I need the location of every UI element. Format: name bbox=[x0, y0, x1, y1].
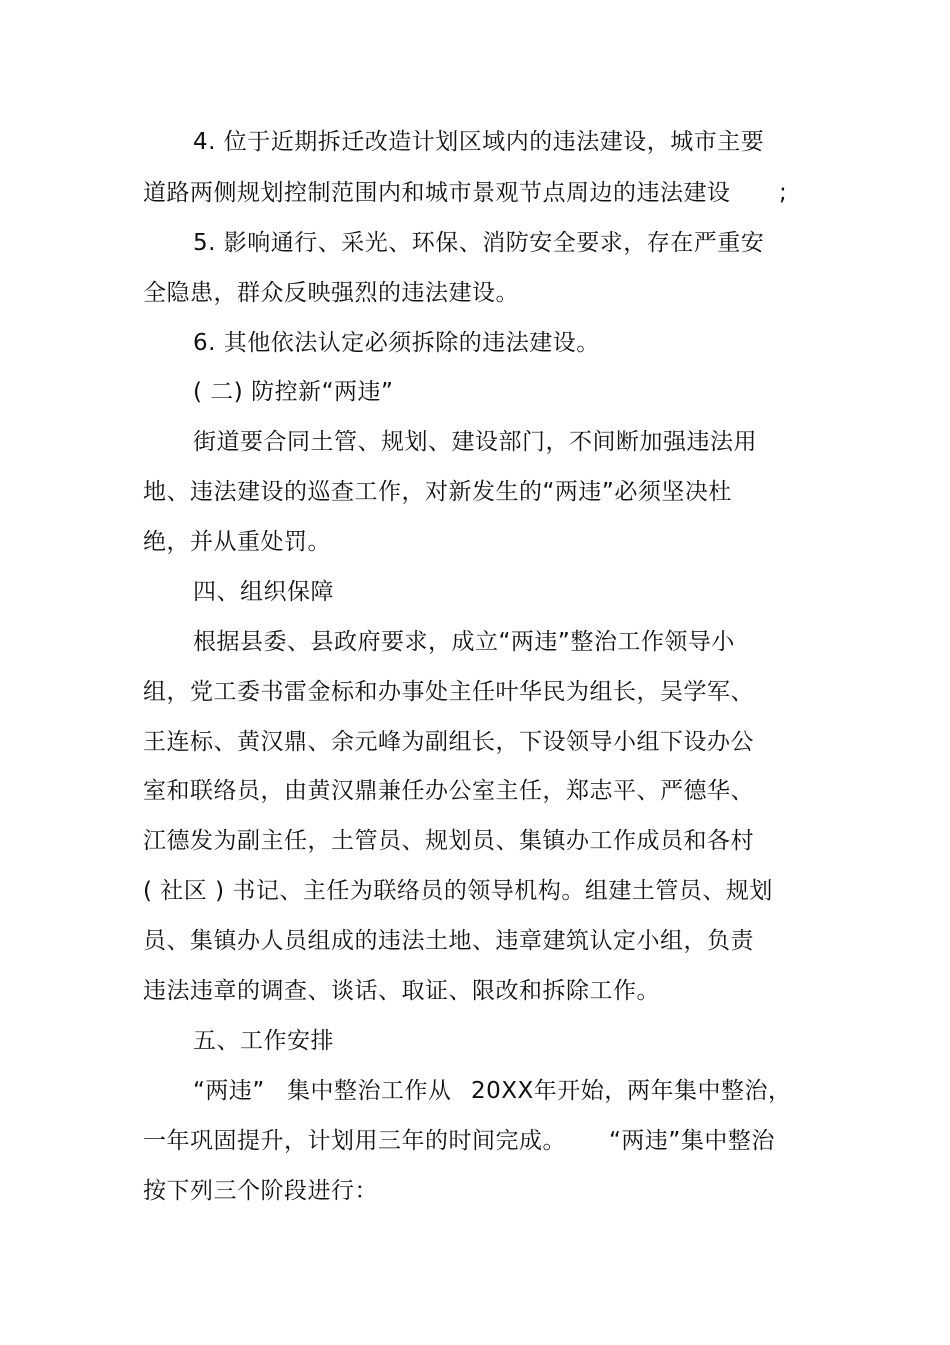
text-fragment: 20XX年开始， bbox=[471, 1078, 628, 1104]
text-line: 王连标、黄汉鼎、余元峰为副组长，下设领导小组下设办公 bbox=[143, 729, 754, 755]
text-line: 按下列三个阶段进行： bbox=[143, 1178, 378, 1204]
text-line: 道路两侧规划控制范围内和城市景观节点周边的违法建设 bbox=[143, 180, 731, 206]
section-heading: ( 二) 防控新“两违” bbox=[193, 379, 394, 405]
text-line: 根据县委、县政府要求，成立“两违”整治工作领导小 bbox=[193, 629, 735, 655]
text-line: 室和联络员，由黄汉鼎兼任办公室主任，郑志平、严德华、 bbox=[143, 778, 754, 804]
text-line: ; bbox=[779, 180, 788, 206]
text-line: 6. 其他依法认定必须拆除的违法建设。 bbox=[193, 330, 600, 356]
text-line: 绝，并从重处罚。 bbox=[143, 529, 331, 555]
text-fragment: 两年集中整治， bbox=[627, 1078, 792, 1104]
text-line: 组，党工委书雷金标和办事处主任叶华民为组长，吴学军、 bbox=[143, 679, 754, 705]
text-line: 全隐患，群众反映强烈的违法建设。 bbox=[143, 280, 519, 306]
text-line: 江德发为副主任，土管员、规划员、集镇办工作成员和各村 bbox=[143, 828, 754, 854]
text-line: 街道要合同土管、规划、建设部门，不间断加强违法用 bbox=[193, 429, 757, 455]
text-line: ( 社区 ) 书记、主任为联络员的领导机构。组建土管员、规划 bbox=[143, 878, 773, 904]
section-heading: 五、工作安排 bbox=[193, 1028, 334, 1054]
text-line: 员、集镇办人员组成的违法土地、违章建筑认定小组，负责 bbox=[143, 928, 754, 954]
text-fragment: “两违” bbox=[193, 1078, 265, 1104]
text-line: 地、违法建设的巡查工作，对新发生的“两违”必须坚决杜 bbox=[143, 479, 732, 505]
text-fragment: “两违”集中整治 bbox=[609, 1128, 775, 1154]
text-fragment: 一年巩固提升，计划用三年的时间完成。 bbox=[143, 1128, 566, 1154]
text-line: 4. 位于近期拆迁改造计划区域内的违法建设，城市主要 bbox=[193, 129, 765, 155]
section-heading: 四、组织保障 bbox=[193, 579, 334, 605]
text-line: 违法违章的调查、谈话、取证、限改和拆除工作。 bbox=[143, 978, 660, 1004]
text-fragment: 集中整治工作从 bbox=[287, 1078, 452, 1104]
text-line: 5. 影响通行、采光、环保、消防安全要求，存在严重安 bbox=[193, 230, 765, 256]
